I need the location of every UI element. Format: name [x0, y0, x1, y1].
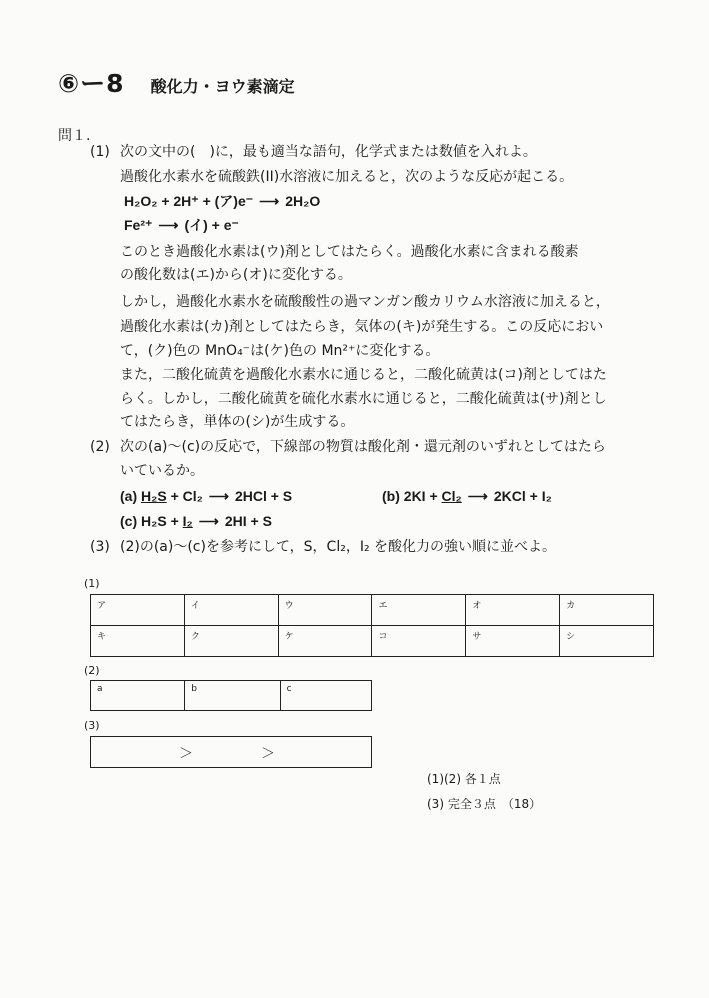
answer-cell-ka[interactable]: カ: [560, 595, 654, 626]
answer-cell-shi[interactable]: シ: [560, 626, 654, 657]
answer-cell-reaction-a[interactable]: a: [91, 681, 185, 711]
reaction-a-underlined: H₂S: [141, 488, 167, 504]
reaction-b-label: (b): [382, 488, 400, 504]
equation-1-right: 2H₂O: [285, 193, 321, 209]
reaction-c-label: (c): [120, 513, 138, 529]
answer-cell-sa[interactable]: サ: [466, 626, 560, 657]
q1-para-line: また，二酸化硫黄を過酸化水素水に通じると，二酸化硫黄は(コ)剤としてはた: [120, 367, 607, 383]
reaction-b-right: 2KCl + I₂: [493, 488, 552, 504]
q2-text-line: いているか。: [120, 463, 204, 479]
q2-text-line: 次の(a)～(c)の反応で，下線部の物質は酸化剤・還元剤のいずれとしてはたら: [120, 439, 606, 455]
q1-para-line: てはたらき，単体の(シ)が生成する。: [120, 414, 355, 430]
answer-cell-reaction-c[interactable]: c: [280, 681, 371, 711]
reaction-b-underlined: Cl₂: [441, 488, 462, 504]
reaction-c-pre: H₂S +: [141, 513, 179, 529]
equation-1: [124, 191, 320, 211]
answer-cell-ki[interactable]: キ: [91, 626, 185, 657]
arrow-icon: ⟶: [208, 488, 229, 504]
q1-para-line: て，(ク)色の MnO₄⁻は(ケ)色の Mn²⁺に変化する。: [120, 343, 440, 359]
answer-box-3[interactable]: [90, 736, 372, 768]
answer-table-1-label: (1): [84, 577, 100, 590]
answer-cell-o[interactable]: オ: [466, 595, 560, 626]
reaction-b: [382, 486, 552, 506]
answer-cell-a[interactable]: ア: [91, 595, 185, 626]
q1-para-line: 過酸化水素は(カ)剤としてはたらき，気体の(キ)が発生する。この反応におい: [120, 319, 604, 335]
page-header: [58, 64, 295, 100]
section-number: ⑥ー8: [58, 69, 125, 98]
reaction-b-pre: 2KI +: [403, 488, 438, 504]
arrow-icon: ⟶: [467, 488, 488, 504]
q3-text: (2)の(a)～(c)を参考にして，S，Cl₂，I₂ を酸化力の強い順に並べよ。: [120, 539, 557, 555]
section-title: 酸化力・ヨウ素滴定: [150, 77, 295, 96]
q1-para-line: の酸化数は(エ)から(オ)に変化する。: [120, 267, 352, 283]
greater-than-1: ＞: [179, 746, 193, 762]
answer-cell-e[interactable]: エ: [372, 595, 466, 626]
scoring-line-2: (3) 完全３点 （18）: [427, 797, 542, 811]
q3-label: (3): [90, 539, 110, 555]
equation-1-left: H₂O₂ + 2H⁺ + (ア)e⁻: [124, 193, 254, 209]
q1-label: (1): [90, 144, 110, 160]
arrow-icon: ⟶: [198, 513, 219, 529]
answer-cell-ke[interactable]: ケ: [278, 626, 372, 657]
reaction-c: [120, 511, 272, 531]
q1-text-line: 過酸化水素水を硫酸鉄(II)水溶液に加えると，次のような反応が起こる。: [120, 169, 574, 185]
question-label: 問１.: [58, 128, 91, 144]
reaction-c-underlined: I₂: [182, 513, 193, 529]
answer-cell-ko[interactable]: コ: [372, 626, 466, 657]
equation-2-left: Fe²⁺: [124, 217, 153, 233]
q1-para-line: しかし，過酸化水素水を硫酸酸性の過マンガン酸カリウム水溶液に加えると，: [120, 294, 610, 310]
equation-2: [124, 215, 239, 235]
answer-table-2: [90, 680, 372, 711]
answer-cell-i[interactable]: イ: [184, 595, 278, 626]
greater-than-2: ＞: [261, 746, 275, 762]
reaction-a-rest: + Cl₂: [170, 488, 203, 504]
q1-para-line: このとき過酸化水素は(ウ)剤としてはたらく。過酸化水素に含まれる酸素: [120, 244, 579, 260]
reaction-c-right: 2HI + S: [224, 513, 272, 529]
answer-table-1: [90, 594, 654, 657]
answer-cell-reaction-b[interactable]: b: [185, 681, 280, 711]
scoring-line-1: (1)(2) 各１点: [427, 772, 501, 786]
arrow-icon: ⟶: [158, 217, 179, 233]
answer-box-3-label: (3): [84, 719, 100, 732]
answer-table-2-label: (2): [84, 664, 100, 677]
equation-2-right: (イ) + e⁻: [184, 217, 239, 233]
answer-cell-u[interactable]: ウ: [278, 595, 372, 626]
q1-text-line: 次の文中の( )に，最も適当な語句，化学式または数値を入れよ。: [120, 144, 537, 160]
arrow-icon: ⟶: [259, 193, 280, 209]
reaction-a: [120, 486, 292, 506]
q2-label: (2): [90, 439, 110, 455]
reaction-a-right: 2HCl + S: [234, 488, 293, 504]
q1-para-line: らく。しかし，二酸化硫黄を硫化水素水に通じると，二酸化硫黄は(サ)剤とし: [120, 391, 607, 407]
reaction-a-label: (a): [120, 488, 138, 504]
answer-cell-ku[interactable]: ク: [184, 626, 278, 657]
